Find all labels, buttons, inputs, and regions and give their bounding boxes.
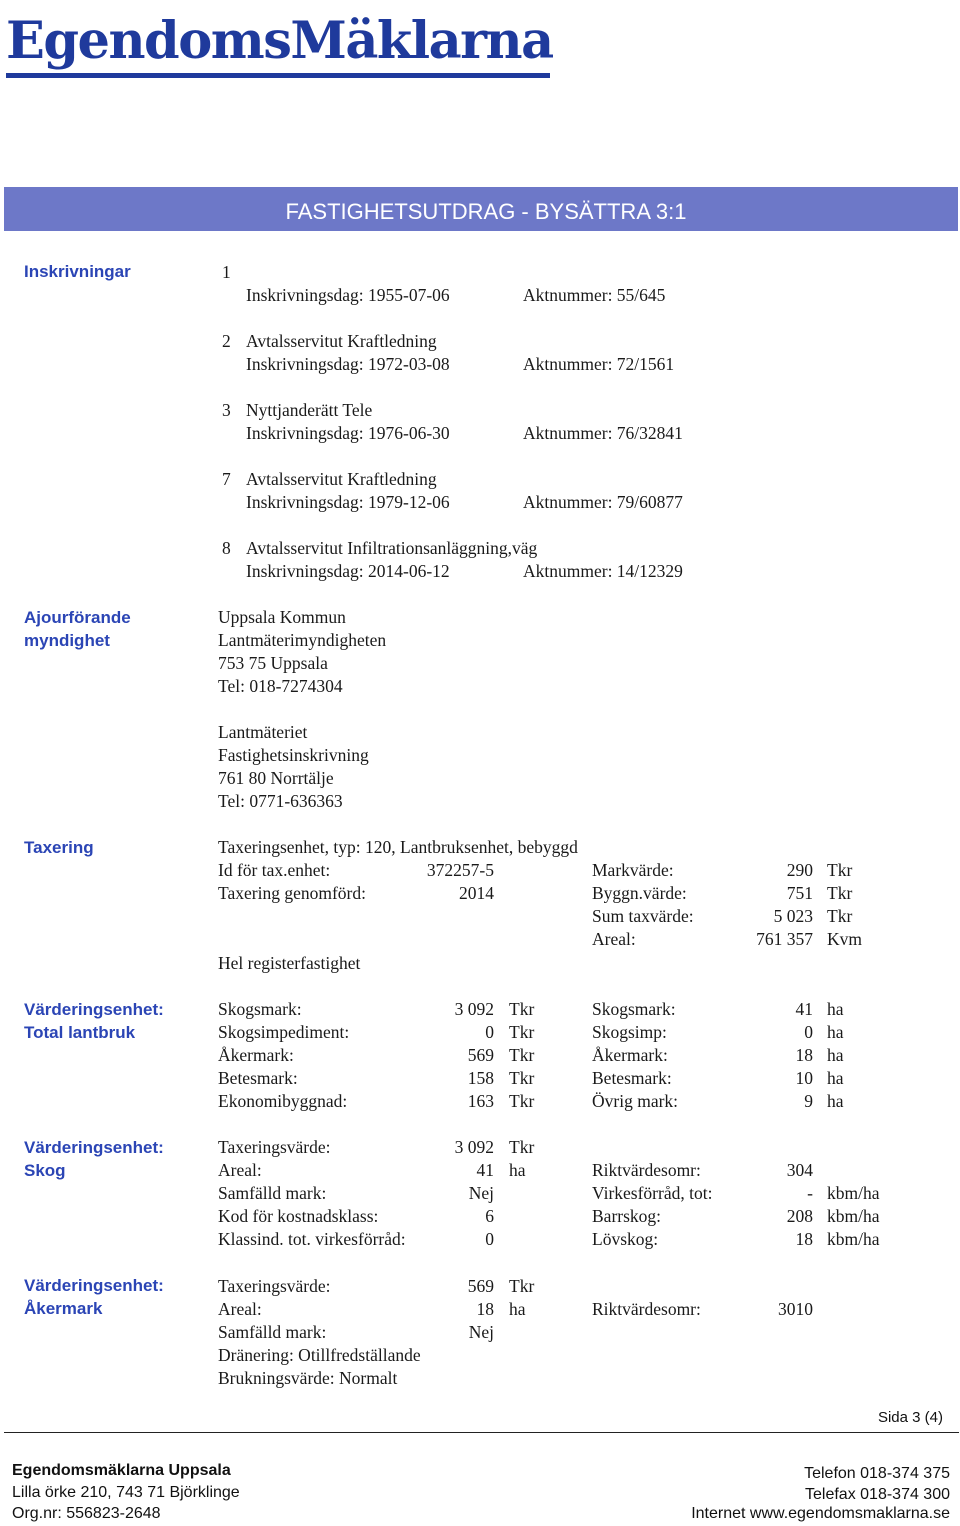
row-label: Areal: bbox=[218, 1299, 262, 1319]
row-right-label: Virkesförråd, tot: bbox=[592, 1183, 713, 1203]
row-right-label: Övrig mark: bbox=[592, 1091, 679, 1111]
section-label-skog-2: Skog bbox=[24, 1161, 66, 1180]
row-unit: Tkr bbox=[509, 1091, 535, 1111]
row-unit: ha bbox=[509, 1160, 526, 1180]
entry-date: Inskrivningsdag: 1972-03-08 bbox=[246, 354, 450, 374]
taxering-value: 751 bbox=[786, 883, 813, 903]
row-value: 158 bbox=[467, 1068, 494, 1088]
row-right-unit: kbm/ha bbox=[827, 1206, 880, 1226]
row-value: Nej bbox=[468, 1322, 494, 1342]
row-right-value: 18 bbox=[795, 1229, 813, 1249]
row-right-value: 304 bbox=[786, 1160, 813, 1180]
section-label-inskrivningar: Inskrivningar bbox=[24, 262, 131, 281]
myndighet-line: 761 80 Norrtälje bbox=[218, 768, 334, 788]
row-value: 0 bbox=[485, 1229, 494, 1249]
row-unit: Tkr bbox=[509, 1068, 535, 1088]
entry-description: Avtalsservitut Kraftledning bbox=[246, 469, 437, 489]
row-right-value: 0 bbox=[804, 1022, 813, 1042]
row-value: 569 bbox=[467, 1045, 494, 1065]
footer-internet: Internet www.egendomsmaklarna.se bbox=[691, 1505, 950, 1522]
taxering-value-label: Areal: bbox=[592, 929, 636, 949]
taxering-value: 761 357 bbox=[756, 929, 813, 949]
myndighet-line: Fastighetsinskrivning bbox=[218, 745, 369, 765]
taxering-id-label: Id för tax.enhet: bbox=[218, 860, 331, 880]
row-right-value: 9 bbox=[804, 1091, 813, 1111]
row-label: Klassind. tot. virkesförråd: bbox=[218, 1229, 406, 1249]
row-value: 41 bbox=[476, 1160, 494, 1180]
section-label-myndighet-1: Ajourförande bbox=[24, 608, 131, 627]
taxering-unit: Kvm bbox=[827, 929, 862, 949]
section-label-total-1: Värderingsenhet: bbox=[24, 1000, 164, 1019]
entry-date: Inskrivningsdag: 2014-06-12 bbox=[246, 561, 450, 581]
row-value: 6 bbox=[485, 1206, 494, 1226]
taxering-value-label: Sum taxvärde: bbox=[592, 906, 694, 926]
footer-telefax: Telefax 018-374 300 bbox=[805, 1486, 950, 1503]
row-label: Kod för kostnadsklass: bbox=[218, 1206, 379, 1226]
myndighet-line: Uppsala Kommun bbox=[218, 607, 346, 627]
row-value: 0 bbox=[485, 1022, 494, 1042]
row-right-label: Lövskog: bbox=[592, 1229, 659, 1249]
row-value: Nej bbox=[468, 1183, 494, 1203]
row-right-unit: kbm/ha bbox=[827, 1183, 880, 1203]
entry-description: Avtalsservitut Infiltrationsanläggning,väg bbox=[246, 538, 538, 558]
page-title: FASTIGHETSUTDRAG - BYSÄTTRA 3:1 bbox=[285, 199, 687, 224]
entry-number: 3 bbox=[222, 400, 231, 420]
footer-address: Lilla örke 210, 743 71 Björklinge bbox=[12, 1484, 240, 1501]
taxering-value-label: Byggn.värde: bbox=[592, 883, 687, 903]
row-label: Samfälld mark: bbox=[218, 1183, 327, 1203]
taxering-id-value: 372257-5 bbox=[426, 860, 494, 880]
section-label-skog-1: Värderingsenhet: bbox=[24, 1138, 164, 1157]
myndighet-line: Lantmäterimyndigheten bbox=[218, 630, 387, 650]
row-label: Åkermark: bbox=[218, 1045, 294, 1065]
entry-number: 8 bbox=[222, 538, 231, 558]
akermark-brukning: Brukningsvärde: Normalt bbox=[218, 1368, 398, 1388]
taxering-hel: Hel registerfastighet bbox=[218, 953, 361, 973]
taxering-genomford-value: 2014 bbox=[459, 883, 494, 903]
row-unit: Tkr bbox=[509, 999, 535, 1019]
page-number: Sida 3 (4) bbox=[877, 1409, 943, 1426]
row-right-label: Skogsmark: bbox=[592, 999, 676, 1019]
row-right-value: - bbox=[807, 1183, 813, 1203]
row-right-unit: ha bbox=[827, 1045, 844, 1065]
row-right-value: 3010 bbox=[778, 1299, 813, 1319]
entry-aktnummer: Aktnummer: 72/1561 bbox=[523, 354, 675, 374]
row-unit: Tkr bbox=[509, 1045, 535, 1065]
row-right-label: Riktvärdesomr: bbox=[592, 1299, 701, 1319]
row-right-unit: ha bbox=[827, 1091, 844, 1111]
taxering-value: 290 bbox=[786, 860, 813, 880]
row-right-value: 10 bbox=[795, 1068, 813, 1088]
row-right-label: Barrskog: bbox=[592, 1206, 662, 1226]
section-label-akermark-1: Värderingsenhet: bbox=[24, 1276, 164, 1295]
taxering-typ: Taxeringsenhet, typ: 120, Lantbruksenhet, bebyggd bbox=[218, 837, 578, 857]
footer-org: Org.nr: 556823-2648 bbox=[12, 1505, 161, 1522]
entry-aktnummer: Aktnummer: 14/12329 bbox=[523, 561, 683, 581]
myndighet-line: Tel: 0771-636363 bbox=[218, 791, 343, 811]
entry-aktnummer: Aktnummer: 55/645 bbox=[523, 285, 666, 305]
taxering-genomford-label: Taxering genomförd: bbox=[218, 883, 366, 903]
myndighet-line: 753 75 Uppsala bbox=[218, 653, 328, 673]
row-label: Betesmark: bbox=[218, 1068, 298, 1088]
taxering-value: 5 023 bbox=[773, 906, 813, 926]
logo-underline bbox=[6, 73, 550, 78]
row-right-label: Åkermark: bbox=[592, 1045, 668, 1065]
entry-aktnummer: Aktnummer: 76/32841 bbox=[523, 423, 683, 443]
row-right-value: 18 bbox=[795, 1045, 813, 1065]
entry-aktnummer: Aktnummer: 79/60877 bbox=[523, 492, 683, 512]
taxering-unit: Tkr bbox=[827, 883, 853, 903]
row-value: 18 bbox=[476, 1299, 494, 1319]
row-right-value: 208 bbox=[786, 1206, 813, 1226]
row-right-label: Riktvärdesomr: bbox=[592, 1160, 701, 1180]
section-label-taxering: Taxering bbox=[24, 838, 94, 857]
row-unit: Tkr bbox=[509, 1137, 535, 1157]
row-label: Taxeringsvärde: bbox=[218, 1276, 331, 1296]
taxering-value-label: Markvärde: bbox=[592, 860, 674, 880]
myndighet-line: Tel: 018-7274304 bbox=[218, 676, 343, 696]
row-right-unit: ha bbox=[827, 999, 844, 1019]
row-value: 569 bbox=[467, 1276, 494, 1296]
entry-number: 2 bbox=[222, 331, 231, 351]
row-value: 163 bbox=[467, 1091, 494, 1111]
entry-date: Inskrivningsdag: 1955-07-06 bbox=[246, 285, 450, 305]
row-right-unit: ha bbox=[827, 1022, 844, 1042]
entry-description: Avtalsservitut Kraftledning bbox=[246, 331, 437, 351]
row-label: Samfälld mark: bbox=[218, 1322, 327, 1342]
akermark-dranering: Dränering: Otillfredställande bbox=[218, 1345, 421, 1365]
entry-number: 1 bbox=[222, 262, 231, 282]
row-right-value: 41 bbox=[795, 999, 813, 1019]
row-value: 3 092 bbox=[454, 1137, 494, 1157]
company-logo: EgendomsMäklarna bbox=[6, 11, 553, 71]
taxering-unit: Tkr bbox=[827, 906, 853, 926]
row-label: Ekonomibyggnad: bbox=[218, 1091, 348, 1111]
entry-date: Inskrivningsdag: 1979-12-06 bbox=[246, 492, 450, 512]
row-right-label: Betesmark: bbox=[592, 1068, 672, 1088]
row-right-unit: ha bbox=[827, 1068, 844, 1088]
entry-date: Inskrivningsdag: 1976-06-30 bbox=[246, 423, 450, 443]
section-label-total-2: Total lantbruk bbox=[24, 1023, 136, 1042]
row-value: 3 092 bbox=[454, 999, 494, 1019]
footer-company: Egendomsmäklarna Uppsala bbox=[12, 1462, 231, 1479]
row-unit: ha bbox=[509, 1299, 526, 1319]
row-unit: Tkr bbox=[509, 1022, 535, 1042]
footer-divider bbox=[4, 1432, 959, 1433]
entry-description: Nyttjanderätt Tele bbox=[246, 400, 373, 420]
myndighet-line: Lantmäteriet bbox=[218, 722, 308, 742]
taxering-unit: Tkr bbox=[827, 860, 853, 880]
row-label: Areal: bbox=[218, 1160, 262, 1180]
row-right-unit: kbm/ha bbox=[827, 1229, 880, 1249]
row-label: Skogsmark: bbox=[218, 999, 302, 1019]
row-right-label: Skogsimp: bbox=[592, 1022, 667, 1042]
footer-telefon: Telefon 018-374 375 bbox=[804, 1465, 950, 1482]
row-label: Taxeringsvärde: bbox=[218, 1137, 331, 1157]
title-banner bbox=[4, 187, 958, 231]
row-unit: Tkr bbox=[509, 1276, 535, 1296]
row-label: Skogsimpediment: bbox=[218, 1022, 350, 1042]
entry-number: 7 bbox=[222, 469, 231, 489]
section-label-myndighet-2: myndighet bbox=[24, 631, 110, 650]
section-label-akermark-2: Åkermark bbox=[24, 1299, 103, 1318]
